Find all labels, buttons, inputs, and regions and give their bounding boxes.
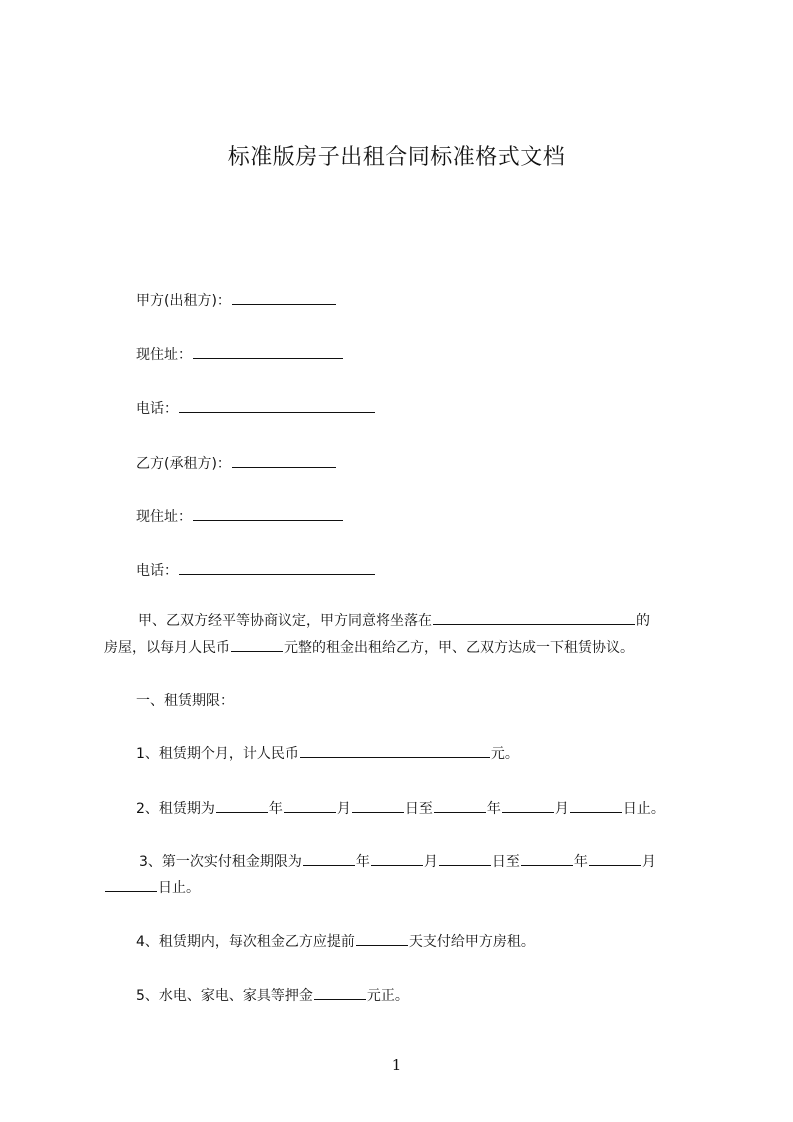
first-payment-end-day-label: 日止。 bbox=[158, 880, 200, 896]
lease-item-5-text: 5、水电、家电、家具等押金 bbox=[136, 988, 313, 1004]
end-month-blank[interactable] bbox=[502, 800, 554, 813]
end-month-label: 月 bbox=[554, 801, 569, 817]
lease-item-3-text: 3、第一次实付租金期限为 bbox=[139, 854, 302, 870]
end-year-blank[interactable] bbox=[434, 800, 486, 813]
first-payment-start-year-label: 年 bbox=[355, 854, 370, 870]
intro-text-3: 房屋，以每月人民币 bbox=[104, 640, 230, 656]
lease-item-2 bbox=[136, 800, 665, 818]
end-year-label: 年 bbox=[486, 801, 501, 817]
page-number: 1 bbox=[391, 1056, 402, 1074]
lease-item-5 bbox=[136, 987, 409, 1005]
first-payment-end-year-blank[interactable] bbox=[521, 853, 573, 866]
party-b-address-label: 现住址： bbox=[136, 509, 192, 525]
party-a-line bbox=[136, 292, 337, 310]
intro-text-4: 元整的租金出租给乙方，甲、乙双方达成一下租赁协议。 bbox=[284, 640, 634, 656]
location-blank[interactable] bbox=[433, 612, 635, 625]
start-day-to-label: 日至 bbox=[404, 801, 433, 817]
party-b-label: 乙方(承租方)： bbox=[136, 456, 231, 472]
lease-item-1-text: 1、租赁期个月，计人民币 bbox=[136, 746, 299, 762]
lease-item-4-text: 4、租赁期内，每次租金乙方应提前 bbox=[136, 934, 355, 950]
party-b-blank[interactable] bbox=[232, 455, 336, 468]
party-b-address-line bbox=[136, 508, 344, 526]
document-title: 标准版房子出租合同标准格式文档 bbox=[227, 145, 566, 170]
party-a-address-line bbox=[136, 346, 344, 364]
monthly-rent-blank[interactable] bbox=[231, 639, 283, 652]
first-payment-start-month-blank[interactable] bbox=[371, 853, 423, 866]
lease-item-4-end: 天支付给甲方房租。 bbox=[408, 934, 535, 950]
party-a-address-label: 现住址： bbox=[136, 347, 192, 363]
end-day-label: 日止。 bbox=[622, 801, 665, 817]
intro-text-1: 甲、乙双方经平等协商议定，甲方同意将坐落在 bbox=[138, 613, 432, 629]
lease-item-3-line-2 bbox=[104, 879, 200, 897]
start-month-label: 月 bbox=[336, 801, 351, 817]
lease-item-2-text: 2、租赁期为 bbox=[136, 801, 215, 817]
first-payment-end-month-label: 月 bbox=[641, 854, 656, 870]
party-a-phone-blank[interactable] bbox=[179, 400, 375, 413]
deposit-blank[interactable] bbox=[314, 987, 366, 1000]
start-month-blank[interactable] bbox=[284, 800, 336, 813]
party-b-phone-label: 电话： bbox=[136, 563, 178, 579]
party-b-line bbox=[136, 455, 337, 473]
first-payment-start-year-blank[interactable] bbox=[303, 853, 355, 866]
party-b-phone-blank[interactable] bbox=[179, 562, 375, 575]
start-year-blank[interactable] bbox=[216, 800, 268, 813]
party-a-blank[interactable] bbox=[232, 292, 336, 305]
first-payment-start-day-blank[interactable] bbox=[439, 853, 491, 866]
party-a-phone-label: 电话： bbox=[136, 401, 178, 417]
lease-item-1 bbox=[136, 745, 519, 763]
lease-item-3-line-1 bbox=[139, 853, 656, 871]
start-year-label: 年 bbox=[268, 801, 283, 817]
intro-line-1 bbox=[138, 612, 650, 630]
start-day-blank[interactable] bbox=[352, 800, 404, 813]
party-a-address-blank[interactable] bbox=[193, 346, 343, 359]
end-day-blank[interactable] bbox=[570, 800, 622, 813]
first-payment-start-month-label: 月 bbox=[423, 854, 438, 870]
intro-text-2: 的 bbox=[636, 613, 650, 629]
first-payment-day-to-label: 日至 bbox=[491, 854, 520, 870]
first-payment-end-day-blank[interactable] bbox=[105, 879, 157, 892]
intro-line-2 bbox=[104, 639, 634, 657]
lease-item-4 bbox=[136, 933, 535, 951]
party-a-phone-line bbox=[136, 400, 376, 418]
section-1-heading: 一、租赁期限： bbox=[136, 693, 234, 709]
party-b-phone-line bbox=[136, 562, 376, 580]
advance-days-blank[interactable] bbox=[356, 933, 408, 946]
party-a-label: 甲方(出租方)： bbox=[136, 293, 231, 309]
first-payment-end-year-label: 年 bbox=[573, 854, 588, 870]
lease-item-5-end: 元正。 bbox=[366, 988, 409, 1004]
lease-item-1-unit: 元。 bbox=[490, 746, 519, 762]
lease-total-rent-blank[interactable] bbox=[300, 745, 490, 758]
first-payment-end-month-blank[interactable] bbox=[589, 853, 641, 866]
party-b-address-blank[interactable] bbox=[193, 508, 343, 521]
